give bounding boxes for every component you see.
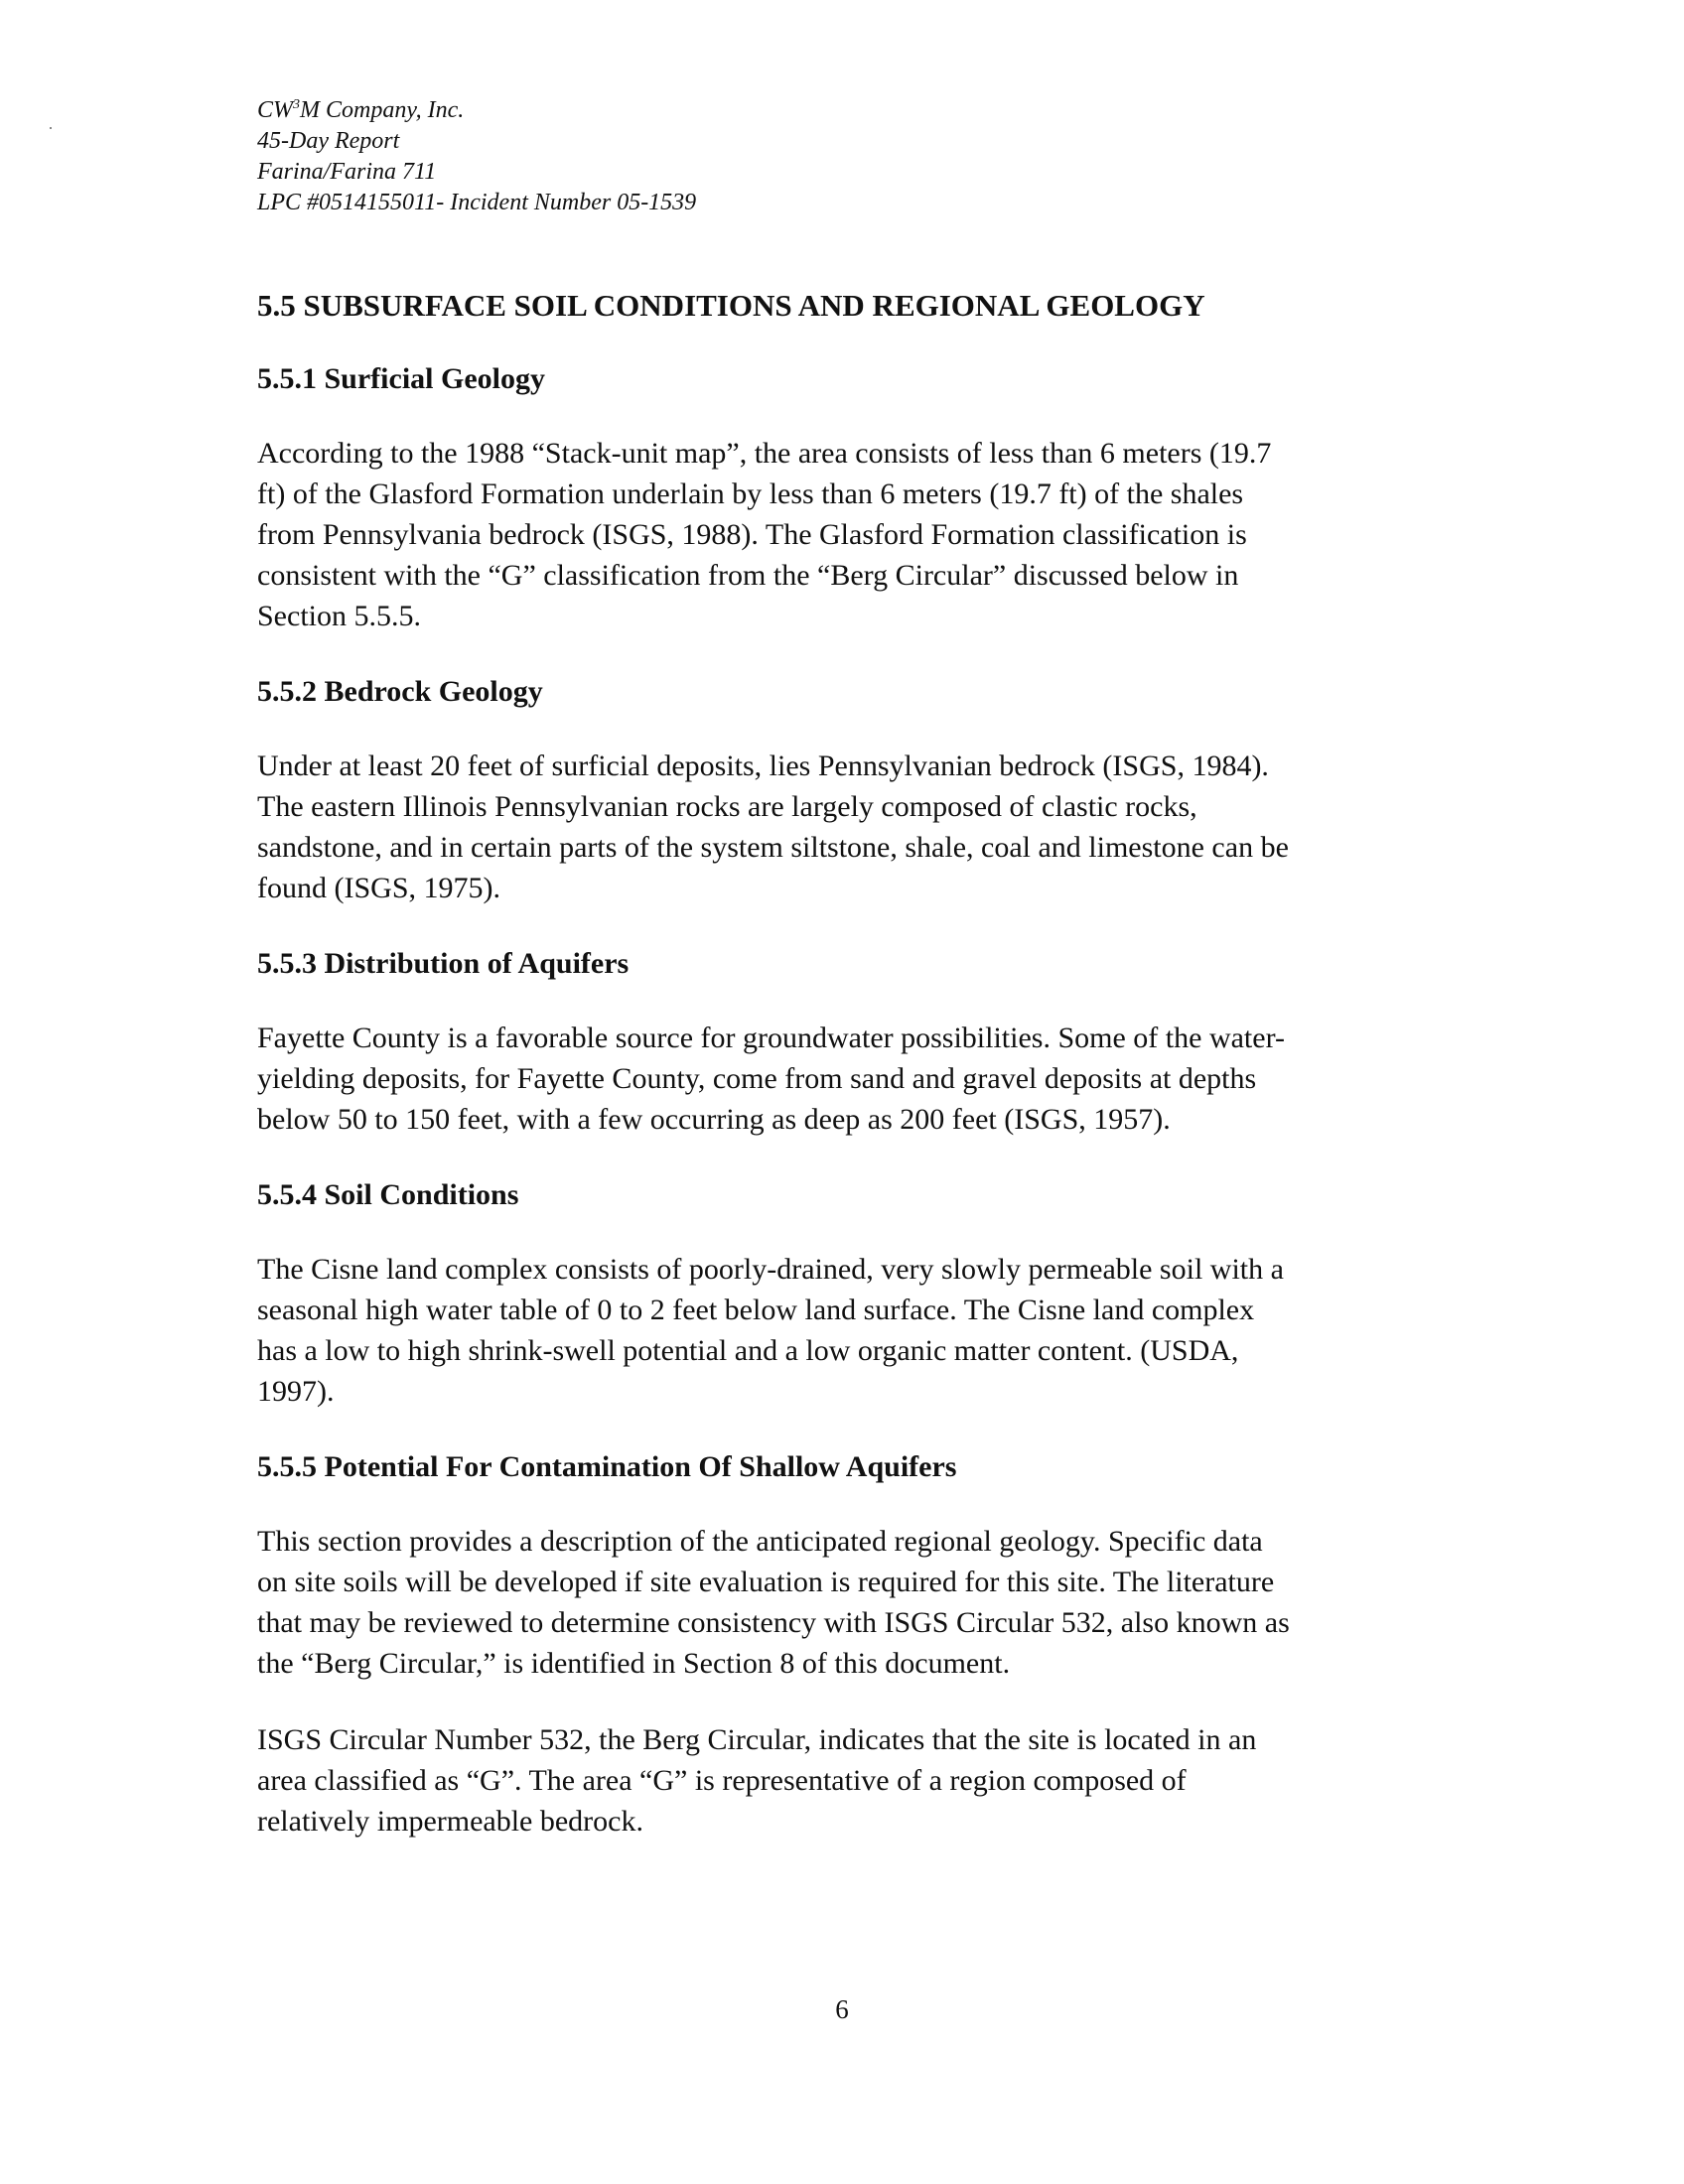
header-company: $CW^3M$ Company, Inc.: [257, 97, 465, 123]
paragraph-line: that may be reviewed to determine consistency with ISGS Circular 532, also known as: [257, 1606, 1290, 1639]
paragraph-line: sandstone, and in certain parts of the system siltstone, shale, coal and limestone can be: [257, 831, 1289, 864]
paragraph-line: relatively impermeable bedrock.: [257, 1805, 643, 1838]
subsection-heading: 5.5.3 Distribution of Aquifers: [257, 947, 630, 980]
header-ids: LPC #0514155011- Incident Number 05-1539: [257, 190, 697, 215]
paragraph-line: The Cisne land complex consists of poorly-drained, very slowly permeable soil with a: [257, 1253, 1284, 1286]
paragraph-line: seasonal high water table of 0 to 2 feet below land surface. The Cisne land complex: [257, 1294, 1255, 1326]
paragraph-line: from Pennsylvania bedrock (ISGS, 1988). The Glasford Formation classification is: [257, 518, 1247, 551]
paragraph-line: Fayette County is a favorable source for groundwater possibilities. Some of the water-: [257, 1022, 1285, 1054]
paragraph-line: area classified as “G”. The area “G” is representative of a region composed of: [257, 1764, 1187, 1797]
paragraph: [257, 1018, 1409, 1140]
paragraph-line: below 50 to 150 feet, with a few occurring as deep as 200 feet (ISGS, 1957).: [257, 1103, 1171, 1136]
paragraph-line: found (ISGS, 1975).: [257, 872, 500, 904]
page-number: 6: [835, 1994, 849, 2024]
paragraph-line: the “Berg Circular,” is identified in Section 8 of this document.: [257, 1647, 1011, 1680]
paragraph-line: consistent with the “G” classification from the “Berg Circular” discussed below in: [257, 559, 1239, 592]
paragraph-line: The eastern Illinois Pennsylvanian rocks are largely composed of clastic rocks,: [257, 790, 1197, 823]
paragraph-line: Under at least 20 feet of surficial deposits, lies Pennsylvanian bedrock (ISGS, 1984).: [257, 750, 1269, 782]
paragraph: [257, 746, 1409, 908]
paragraph-line: ft) of the Glasford Formation underlain by less than 6 meters (19.7 ft) of the shales: [257, 478, 1244, 510]
paragraph-line: on site soils will be developed if site evaluation is required for this site. The literature: [257, 1566, 1275, 1598]
subsection-heading: 5.5.2 Bedrock Geology: [257, 675, 543, 708]
paragraph-line: 1997).: [257, 1375, 335, 1408]
report-header: [257, 95, 696, 218]
paragraph-line: According to the 1988 “Stack-unit map”, the area consists of less than 6 meters (19.7: [257, 437, 1272, 470]
paragraph-line: This section provides a description of the anticipated regional geology. Specific data: [257, 1525, 1263, 1558]
section-title: 5.5 SUBSURFACE SOIL CONDITIONS AND REGIONAL GEOLOGY: [257, 288, 1205, 323]
paragraph: [257, 433, 1409, 636]
subsection-heading: 5.5.5 Potential For Contamination Of Shallow Aquifers: [257, 1450, 957, 1483]
subsection-heading: 5.5.1 Surficial Geology: [257, 362, 545, 395]
header-report: 45-Day Report: [257, 128, 400, 154]
subsection-heading: 5.5.4 Soil Conditions: [257, 1178, 519, 1211]
paragraph-line: has a low to high shrink-swell potential and a low organic matter content. (USDA,: [257, 1334, 1239, 1367]
paragraph: [257, 1249, 1409, 1412]
document-body: [257, 286, 1409, 1877]
paragraph: [257, 1719, 1409, 1842]
paragraph: [257, 1521, 1409, 1684]
scan-speck: [50, 127, 52, 129]
paragraph-line: yielding deposits, for Fayette County, come from sand and gravel deposits at depths: [257, 1062, 1257, 1095]
header-site: Farina/Farina 711: [257, 159, 437, 185]
paragraph-line: Section 5.5.5.: [257, 600, 421, 632]
paragraph-line: ISGS Circular Number 532, the Berg Circular, indicates that the site is located in an: [257, 1723, 1257, 1756]
